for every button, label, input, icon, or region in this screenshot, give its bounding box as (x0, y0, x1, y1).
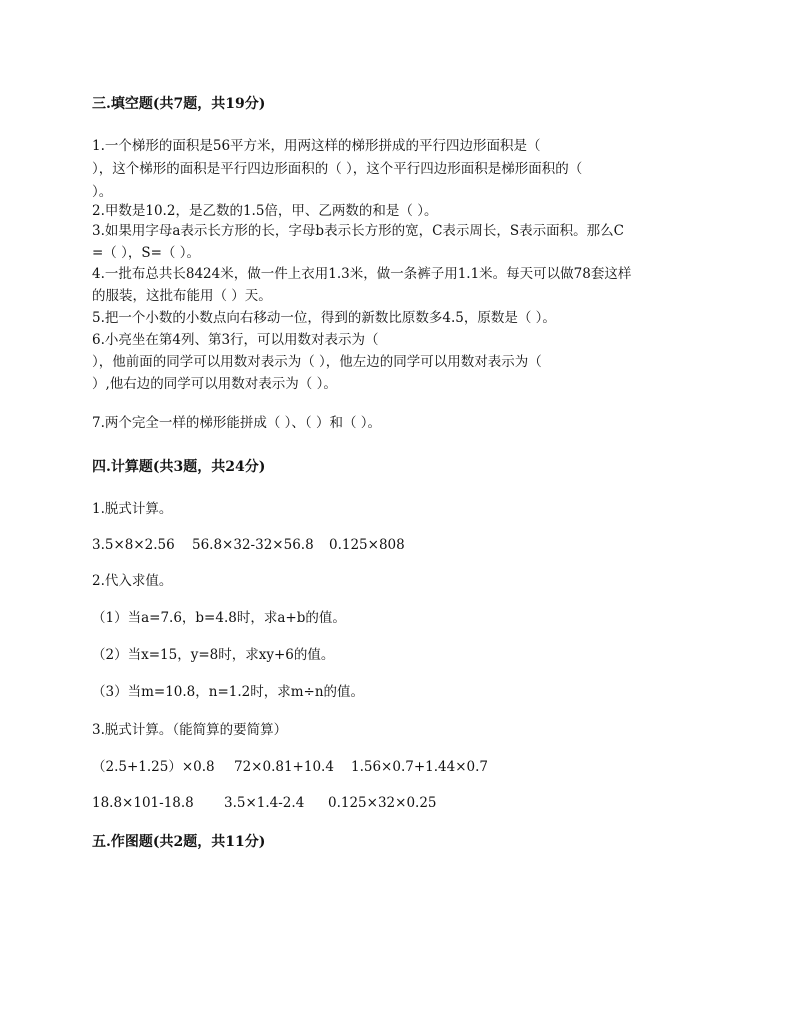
calc-problem-1-title: 1.脱式计算。 (92, 501, 173, 517)
question-6-line-2: ），他前面的同学可以用数对表示为（ ），他左边的同学可以用数对表示为（ (92, 354, 542, 370)
expression: 18.8×101-18.8 (92, 795, 194, 811)
section-4-heading: 四.计算题(共3题，共24分) (92, 459, 266, 475)
question-6-line-1: 6.小亮坐在第4列、第3行，可以用数对表示为（ (92, 332, 379, 348)
expression: 1.56×0.7+1.44×0.7 (351, 759, 488, 775)
calc-problem-2-title: 2.代入求值。 (92, 573, 173, 589)
calc-problem-2-item-3: （3）当m=10.8，n=1.2时，求m÷n的值。 (92, 684, 365, 700)
section-5-heading: 五.作图题(共2题，共11分) (92, 834, 266, 850)
calc-problem-3-row-1 (92, 758, 488, 776)
question-6-line-3: ）,他右边的同学可以用数对表示为（ ）。 (92, 376, 337, 392)
expression: （2.5+1.25）×0.8 (92, 759, 215, 775)
question-1-line-3: ）。 (92, 184, 113, 200)
question-7: 7.两个完全一样的梯形能拼成（ ）、（ ）和（ ）。 (92, 415, 382, 431)
calc-problem-2-item-1: （1）当a=7.6，b=4.8时，求a+b的值。 (92, 610, 346, 626)
expression: 72×0.81+10.4 (234, 759, 334, 775)
expression: 3.5×8×2.56 (92, 537, 175, 553)
question-3-line-1: 3.如果用字母a表示长方形的长，字母b表示长方形的宽，C表示周长，S表示面积。那么C (92, 223, 624, 239)
expression: 3.5×1.4-2.4 (224, 795, 305, 811)
calc-problem-2-item-2: （2）当x=15，y=8时，求xy+6的值。 (92, 647, 335, 663)
question-2: 2.甲数是10.2，是乙数的1.5倍，甲、乙两数的和是（ ）。 (92, 203, 438, 219)
expression: 56.8×32-32×56.8 (192, 537, 314, 553)
calc-problem-3-title: 3.脱式计算。（能简算的要简算） (92, 722, 288, 738)
question-5: 5.把一个小数的小数点向右移动一位，得到的新数比原数多4.5，原数是（ ）。 (92, 310, 556, 326)
expression: 0.125×808 (329, 537, 405, 553)
question-4-line-1: 4.一批布总共长8424米，做一件上衣用1.3米，做一条裤子用1.1米。每天可以做78套这样 (92, 266, 632, 282)
expression: 0.125×32×0.25 (328, 795, 437, 811)
question-4-line-2: 的服装，这批布能用（ ）天。 (92, 288, 272, 304)
question-1-line-2: ），这个梯形的面积是平行四边形面积的（ ），这个平行四边形面积是梯形面积的（ (92, 161, 583, 177)
calc-problem-1-expressions (92, 536, 405, 554)
question-1-line-1: 1.一个梯形的面积是56平方米，用两这样的梯形拼成的平行四边形面积是（ (92, 138, 541, 154)
section-3-heading: 三.填空题(共7题，共19分) (92, 96, 266, 112)
calc-problem-3-row-2 (92, 794, 437, 812)
question-3-line-2: =（ ），S=（ ）。 (92, 245, 200, 261)
